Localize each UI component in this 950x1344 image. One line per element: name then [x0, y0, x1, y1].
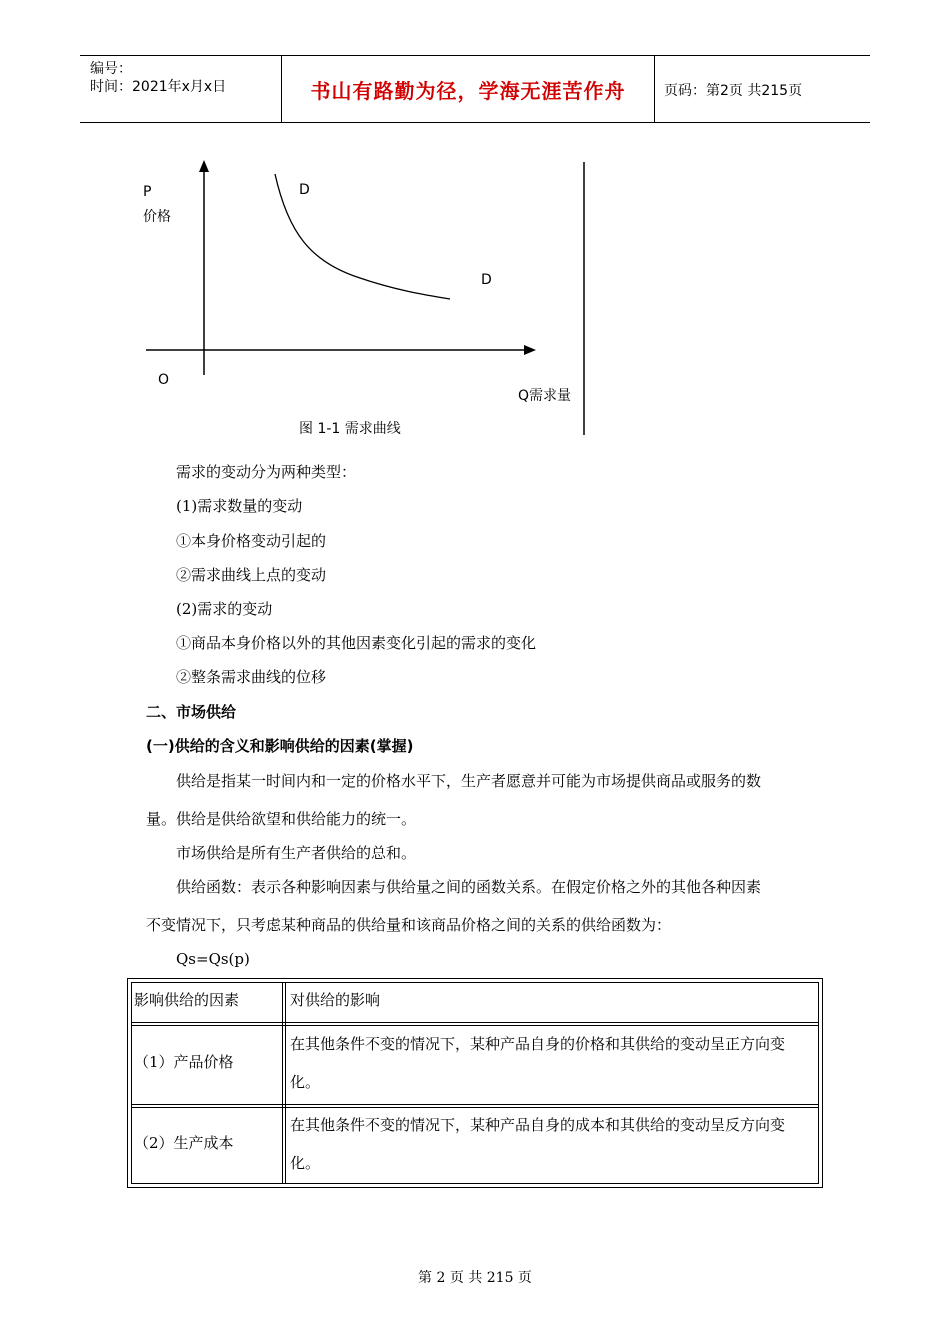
curve-label-bottom: D — [481, 272, 492, 288]
paragraph-supply-definition-cont: 量。供给是供给欲望和供给能力的统一。 — [146, 810, 417, 828]
supply-formula: Qs=Qs(p) — [176, 950, 250, 968]
curve-label-top: D — [299, 182, 310, 198]
table-row-divider — [131, 1022, 819, 1023]
section-heading: 二、市场供给 — [146, 703, 237, 721]
table-row-divider — [131, 1104, 819, 1105]
table-header-factor: 影响供给的因素 — [134, 991, 240, 1009]
table-cell-effect: 在其他条件不变的情况下，某种产品自身的成本和其供给的变动呈反方向变 — [290, 1116, 786, 1134]
table-col-divider — [285, 982, 286, 1184]
y-axis-label: 价格 — [143, 209, 171, 225]
document-number-label: 编号： — [90, 61, 132, 77]
list-item: ②需求曲线上点的变动 — [176, 566, 327, 584]
table-cell-factor: （2）生产成本 — [134, 1134, 234, 1152]
list-item: ②整条需求曲线的位移 — [176, 668, 327, 686]
table-cell-factor: （1）产品价格 — [134, 1053, 234, 1071]
table-header-effect: 对供给的影响 — [290, 991, 381, 1009]
list-item: (2)需求的变动 — [176, 600, 273, 618]
x-axis-label: Q需求量 — [518, 388, 572, 404]
figure-caption: 图 1-1 需求曲线 — [299, 421, 401, 437]
x-axis-arrow — [524, 345, 536, 355]
origin-label: O — [158, 372, 170, 388]
table-cell-effect-cont: 化。 — [290, 1073, 321, 1091]
paragraph-demand-types: 需求的变动分为两种类型： — [176, 463, 357, 481]
paragraph-supply-function-cont: 不变情况下，只考虑某种商品的供给量和该商品价格之间的关系的供给函数为： — [146, 916, 672, 934]
list-item: ①本身价格变动引起的 — [176, 532, 327, 550]
supply-factors-table — [127, 978, 823, 1188]
table-cell-effect: 在其他条件不变的情况下，某种产品自身的价格和其供给的变动呈正方向变 — [290, 1035, 786, 1053]
page-footer: 第 2 页 共 215 页 — [418, 1270, 532, 1286]
table-cell-effect-cont: 化。 — [290, 1154, 321, 1172]
paragraph-supply-definition: 供给是指某一时间内和一定的价格水平下，生产者愿意并可能为市场提供商品或服务的数 — [176, 772, 762, 790]
subsection-heading: (一)供给的含义和影响供给的因素(掌握) — [146, 737, 414, 755]
paragraph-supply-function: 供给函数：表示各种影响因素与供给量之间的函数关系。在假定价格之外的其他各种因素 — [176, 878, 762, 896]
header-motto: 书山有路勤为径，学海无涯苦作舟 — [310, 79, 626, 103]
paragraph-market-supply: 市场供给是所有生产者供给的总和。 — [176, 844, 417, 862]
y-axis-arrow — [199, 160, 209, 172]
y-axis-symbol: P — [143, 184, 152, 200]
list-item: ①商品本身价格以外的其他因素变化引起的需求的变化 — [176, 634, 537, 652]
table-col-divider — [282, 982, 283, 1184]
header-page-number: 页码：第2页 共215页 — [664, 83, 803, 99]
document-time-label: 时间：2021年x月x日 — [90, 79, 227, 95]
list-item: (1)需求数量的变动 — [176, 497, 303, 515]
